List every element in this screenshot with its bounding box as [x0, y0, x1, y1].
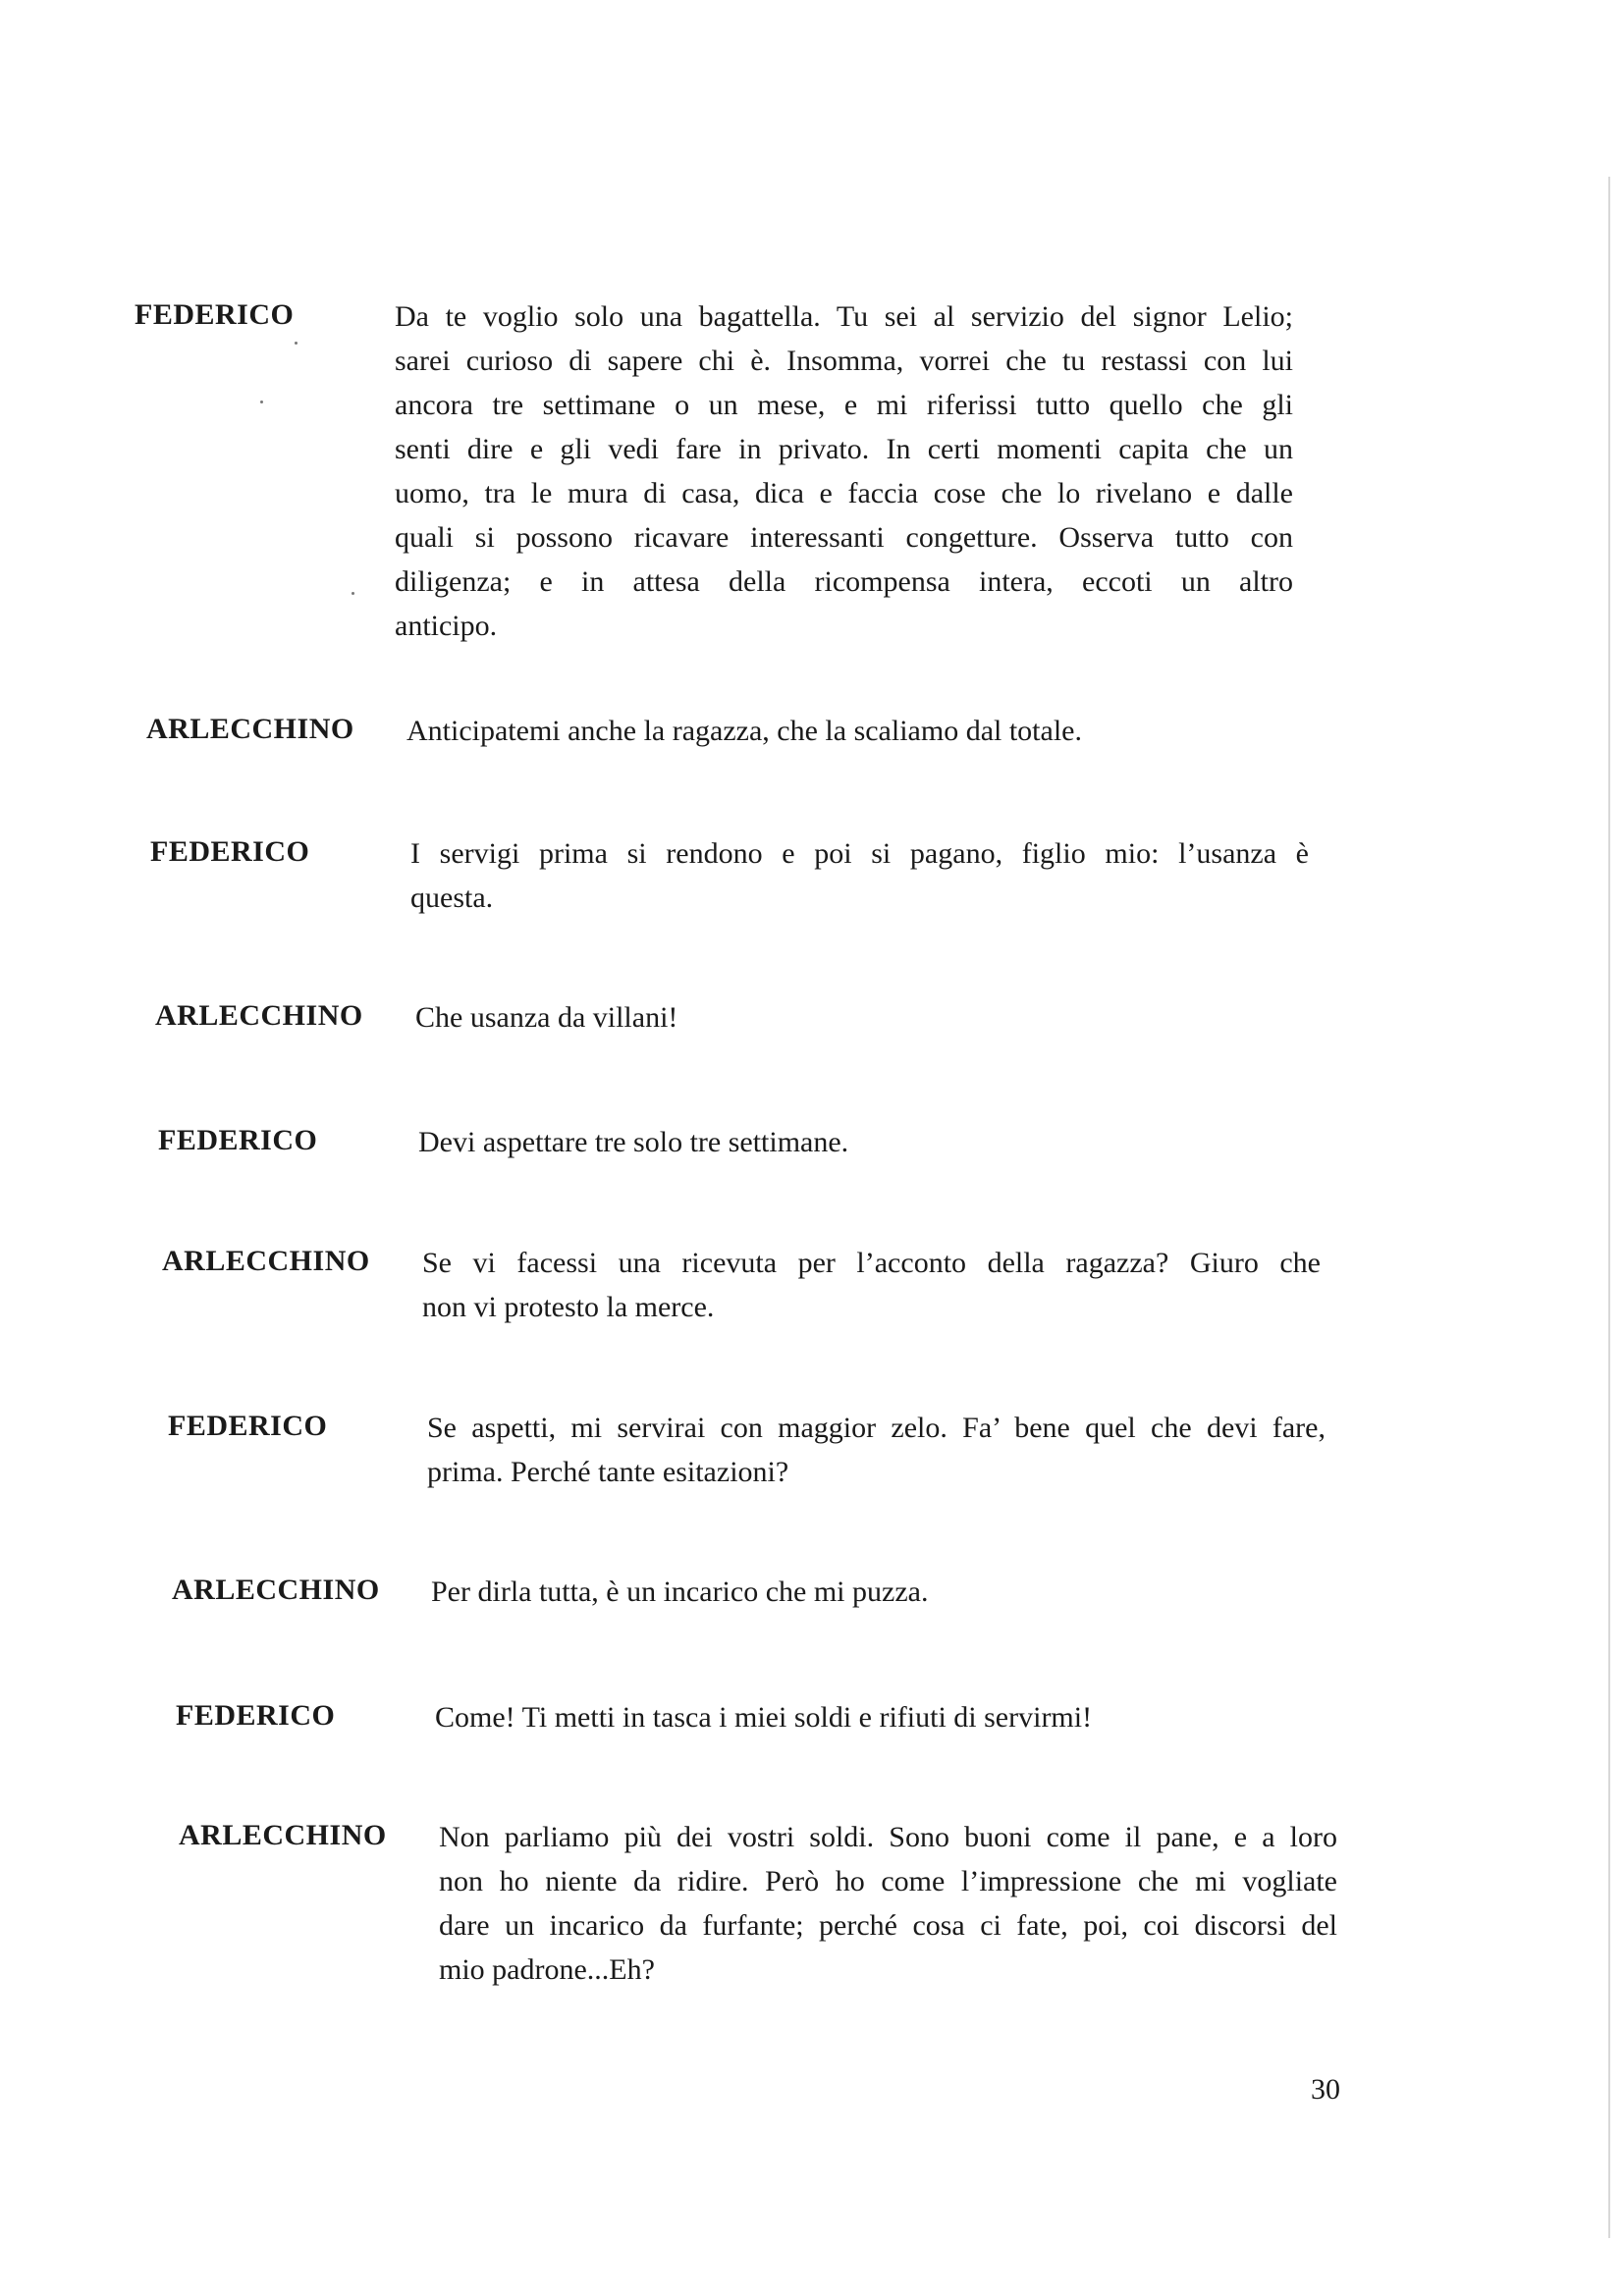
speech-line: quali si possono ricavare interessanti congetture. Osserva tutto con — [395, 521, 1293, 554]
speech-line: Se aspetti, mi servirai con maggior zelo. Fa’ bene quel che devi fare, — [427, 1412, 1326, 1444]
speaker-name: ARLECCHINO — [172, 1574, 380, 1606]
speech-line: Come! Ti metti in tasca i miei soldi e rifiuti di servirmi! — [435, 1701, 1093, 1734]
speech-text — [415, 995, 1314, 1040]
page-number: 30 — [1311, 2073, 1340, 2106]
speech-text — [439, 1815, 1337, 1992]
speech-line: I servigi prima si rendono e poi si pagano, figlio mio: l’usanza è — [410, 837, 1309, 870]
speech-line: ancora tre settimane o un mese, e mi riferissi tutto quello che gli — [395, 389, 1293, 421]
speech-line: questa. — [410, 881, 494, 914]
speech-text — [435, 1695, 1333, 1739]
speaker-name: ARLECCHINO — [162, 1245, 370, 1277]
speech-text — [395, 294, 1293, 648]
speech-line: Non parliamo più dei vostri soldi. Sono buoni come il pane, e a loro — [439, 1821, 1337, 1853]
speaker-name: FEDERICO — [168, 1410, 328, 1442]
scan-speck — [295, 342, 298, 345]
speaker-name: ARLECCHINO — [146, 713, 354, 745]
speech-line: dare un incarico da furfante; perché cosa ci fate, poi, coi discorsi del — [439, 1909, 1337, 1942]
speech-line: mio padrone...Eh? — [439, 1953, 655, 1986]
speech-line: non ho niente da ridire. Però ho come l’impressione che mi vogliate — [439, 1865, 1337, 1897]
speaker-name: FEDERICO — [150, 835, 310, 868]
speech-line: anticipo. — [395, 610, 498, 642]
speaker-name: FEDERICO — [158, 1124, 318, 1156]
speech-text — [427, 1406, 1326, 1494]
speech-line: Anticipatemi anche la ragazza, che la scaliamo dal totale. — [406, 715, 1082, 747]
speech-line: senti dire e gli vedi fare in privato. In certi momenti capita che un — [395, 433, 1293, 465]
speaker-name: FEDERICO — [176, 1699, 336, 1732]
speech-line: uomo, tra le mura di casa, dica e faccia cose che lo rivelano e dalle — [395, 477, 1293, 509]
speech-text — [406, 709, 1305, 753]
speech-text — [418, 1120, 1317, 1164]
speaker-name: FEDERICO — [135, 298, 295, 331]
speech-text — [410, 831, 1309, 920]
speaker-name: ARLECCHINO — [179, 1819, 387, 1851]
speech-line: Che usanza da villani! — [415, 1001, 678, 1034]
speech-text — [431, 1570, 1329, 1614]
speech-line: non vi protesto la merce. — [422, 1291, 715, 1323]
speech-line: prima. Perché tante esitazioni? — [427, 1456, 789, 1488]
speech-line: Devi aspettare tre solo tre settimane. — [418, 1126, 849, 1158]
speech-line: Da te voglio solo una bagattella. Tu sei al servizio del signor Lelio; — [395, 300, 1293, 333]
speech-line: Per dirla tutta, è un incarico che mi puzza. — [431, 1575, 929, 1608]
speaker-name: ARLECCHINO — [155, 999, 363, 1032]
speech-line: diligenza; e in attesa della ricompensa intera, eccoti un altro — [395, 565, 1293, 598]
speech-line: Se vi facessi una ricevuta per l’acconto della ragazza? Giuro che — [422, 1247, 1321, 1279]
speech-text — [422, 1241, 1321, 1329]
speech-line: sarei curioso di sapere chi è. Insomma, vorrei che tu restassi con lui — [395, 345, 1293, 377]
scan-speck — [352, 592, 354, 595]
scan-speck — [260, 400, 263, 403]
scan-page-edge — [1608, 177, 1610, 2238]
